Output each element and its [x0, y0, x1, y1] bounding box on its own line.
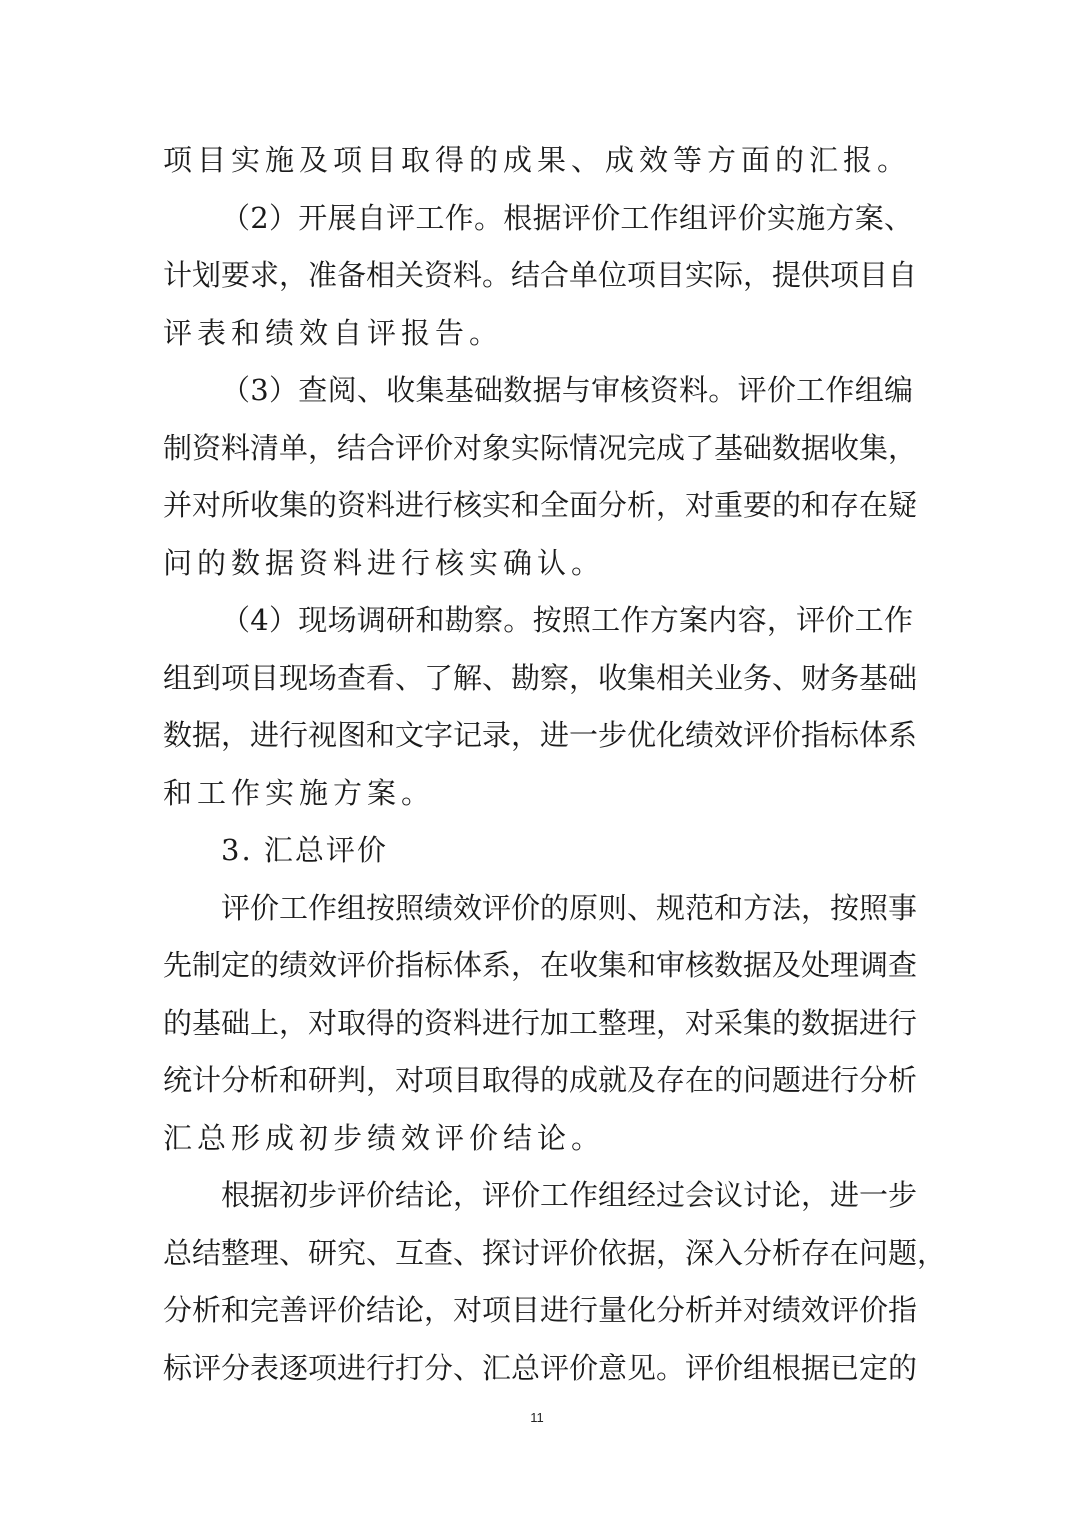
- text-line: 标评分表逐项进行打分、汇总评价意见。评价组根据已定的: [163, 1350, 918, 1385]
- text-line: 数据，进行视图和文字记录，进一步优化绩效评价指标体系: [163, 718, 918, 752]
- body-text: [163, 132, 947, 1397]
- text-line: （4）现场调研和勘察。按照工作方案内容，评价工作: [221, 603, 913, 637]
- text-line: 问的数据资料进行核实确认。: [163, 545, 606, 580]
- text-line: 评价工作组按照绩效评价的原则、规范和方法，按照事: [221, 890, 918, 925]
- text-line: 总结整理、研究、互查、探讨评价依据，深入分析存在问题，: [163, 1235, 947, 1270]
- text-line: 分析和完善评价结论，对项目进行量化分析并对绩效评价指: [163, 1293, 918, 1327]
- text-line: （2）开展自评工作。根据评价工作组评价实施方案、: [221, 200, 913, 235]
- text-line: 并对所收集的资料进行核实和全面分析，对重要的和存在疑: [163, 488, 918, 522]
- text-line: 组到项目现场查看、了解、勘察，收集相关业务、财务基础: [163, 660, 918, 695]
- text-line: （3）查阅、收集基础数据与审核资料。评价工作组编: [221, 373, 913, 407]
- text-line: 制资料清单，结合评价对象实际情况完成了基础数据收集，: [163, 430, 918, 465]
- text-line: 汇总形成初步绩效评价结论。: [163, 1120, 606, 1155]
- text-line: 的基础上，对取得的资料进行加工整理，对采集的数据进行: [163, 1005, 918, 1040]
- text-line: 先制定的绩效评价指标体系，在收集和审核数据及处理调查: [163, 948, 918, 982]
- page-number: 11: [530, 1410, 544, 1425]
- text-line: 计划要求，准备相关资料。结合单位项目实际，提供项目自: [163, 258, 918, 292]
- text-line: 统计分析和研判，对项目取得的成就及存在的问题进行分析: [163, 1063, 918, 1097]
- text-line: 根据初步评价结论，评价工作组经过会议讨论，进一步: [221, 1178, 918, 1212]
- text-line: 项目实施及项目取得的成果、成效等方面的汇报。: [163, 143, 912, 177]
- text-line: 和工作实施方案。: [163, 775, 436, 810]
- section-heading: 3. 汇总评价: [221, 833, 388, 867]
- text-line: 评表和绩效自评报告。: [163, 315, 504, 350]
